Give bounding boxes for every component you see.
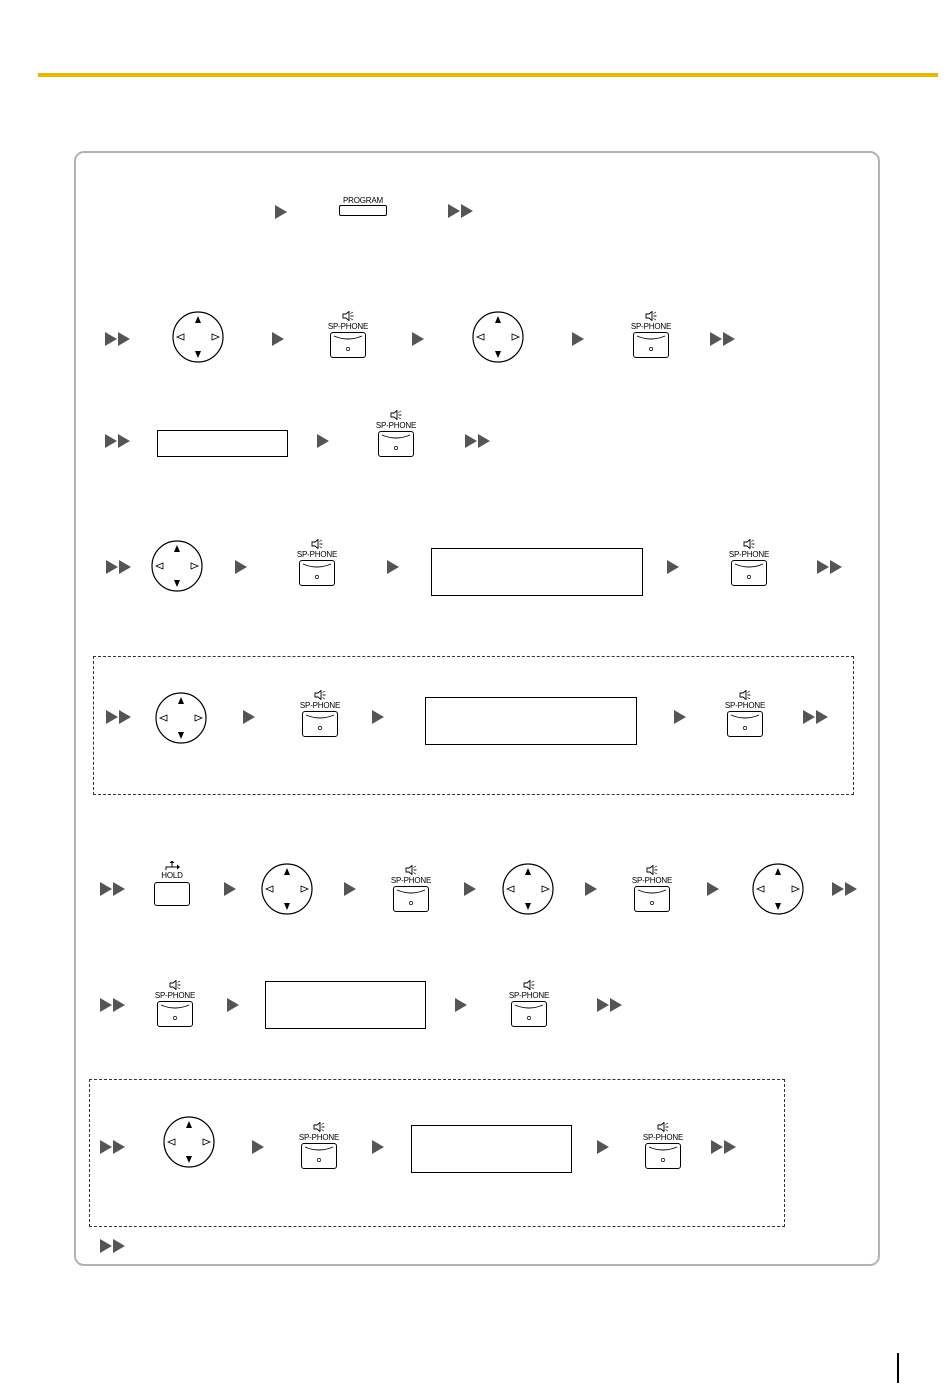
single-triangle-arrow-icon: [386, 559, 400, 575]
single-triangle-arrow-icon: [316, 433, 330, 449]
hold-label: HOLD: [161, 871, 183, 880]
sp-phone-label: SP-PHONE: [728, 550, 770, 559]
single-triangle-arrow-icon: [251, 1139, 265, 1155]
single-triangle-arrow-icon: [584, 881, 598, 897]
transfer-arrow-icon: [164, 861, 180, 871]
sp-phone-label: SP-PHONE: [508, 991, 550, 1000]
speaker-icon: [169, 980, 181, 990]
sp-phone-button[interactable]: [301, 1143, 337, 1169]
single-triangle-arrow-icon: [226, 997, 240, 1013]
sp-phone-label: SP-PHONE: [724, 701, 766, 710]
single-triangle-arrow-icon: [274, 204, 288, 220]
single-triangle-arrow-icon: [454, 997, 468, 1013]
speaker-icon: [645, 311, 657, 321]
page-edge-marker: [897, 1353, 899, 1383]
sp-phone-button[interactable]: [330, 332, 366, 358]
sp-phone-label: SP-PHONE: [296, 550, 338, 559]
sp-phone-button[interactable]: [302, 711, 338, 737]
single-triangle-arrow-icon: [223, 881, 237, 897]
hold-button[interactable]: [154, 882, 190, 906]
sp-phone-button[interactable]: [634, 886, 670, 912]
speaker-icon: [342, 311, 354, 321]
display-entry-box: [411, 1125, 572, 1173]
speaker-icon: [390, 410, 402, 420]
speaker-icon: [739, 690, 751, 700]
single-triangle-arrow-icon: [706, 881, 720, 897]
single-triangle-arrow-icon: [271, 331, 285, 347]
sp-phone-label: SP-PHONE: [375, 421, 417, 430]
double-triangle-arrow-icon: [831, 881, 859, 897]
speaker-icon: [311, 539, 323, 549]
double-triangle-arrow-icon: [709, 331, 737, 347]
single-triangle-arrow-icon: [371, 709, 385, 725]
sp-phone-button[interactable]: [511, 1001, 547, 1027]
sp-phone-label: SP-PHONE: [630, 322, 672, 331]
double-triangle-arrow-icon: [105, 559, 133, 575]
single-triangle-arrow-icon: [463, 881, 477, 897]
sp-phone-label: SP-PHONE: [298, 1133, 340, 1142]
double-triangle-arrow-icon: [99, 881, 127, 897]
sp-phone-button[interactable]: [393, 886, 429, 912]
navigator-key-icon[interactable]: [751, 862, 805, 916]
speaker-icon: [523, 980, 535, 990]
single-triangle-arrow-icon: [596, 1139, 610, 1155]
sp-phone-button[interactable]: [727, 711, 763, 737]
header-rule: [38, 73, 938, 77]
single-triangle-arrow-icon: [571, 331, 585, 347]
sp-phone-button[interactable]: [157, 1001, 193, 1027]
sp-phone-label: SP-PHONE: [642, 1133, 684, 1142]
single-triangle-arrow-icon: [411, 331, 425, 347]
navigator-key-icon[interactable]: [154, 691, 208, 745]
double-triangle-arrow-icon: [802, 709, 830, 725]
speaker-icon: [405, 865, 417, 875]
display-entry-box: [431, 548, 643, 596]
speaker-icon: [646, 865, 658, 875]
single-triangle-arrow-icon: [666, 559, 680, 575]
navigator-key-icon[interactable]: [260, 862, 314, 916]
single-triangle-arrow-icon: [673, 709, 687, 725]
navigator-key-icon[interactable]: [150, 539, 204, 593]
single-triangle-arrow-icon: [343, 881, 357, 897]
sp-phone-button[interactable]: [731, 560, 767, 586]
double-triangle-arrow-icon: [447, 203, 475, 219]
sp-phone-label: SP-PHONE: [327, 322, 369, 331]
double-triangle-arrow-icon: [104, 331, 132, 347]
single-triangle-arrow-icon: [234, 559, 248, 575]
sp-phone-button[interactable]: [645, 1143, 681, 1169]
sp-phone-button[interactable]: [378, 431, 414, 457]
program-label: PROGRAM: [343, 196, 383, 205]
double-triangle-arrow-icon: [99, 1139, 127, 1155]
sp-phone-button[interactable]: [299, 560, 335, 586]
double-triangle-arrow-icon: [99, 1238, 127, 1254]
sp-phone-label: SP-PHONE: [631, 876, 673, 885]
sp-phone-label: SP-PHONE: [299, 701, 341, 710]
single-triangle-arrow-icon: [371, 1139, 385, 1155]
single-triangle-arrow-icon: [242, 709, 256, 725]
double-triangle-arrow-icon: [99, 997, 127, 1013]
sp-phone-label: SP-PHONE: [154, 991, 196, 1000]
double-triangle-arrow-icon: [710, 1139, 738, 1155]
speaker-icon: [743, 539, 755, 549]
display-entry-box: [425, 697, 637, 745]
navigator-key-icon[interactable]: [471, 310, 525, 364]
speaker-icon: [314, 690, 326, 700]
speaker-icon: [313, 1122, 325, 1132]
navigator-key-icon[interactable]: [162, 1115, 216, 1169]
double-triangle-arrow-icon: [816, 559, 844, 575]
double-triangle-arrow-icon: [105, 709, 133, 725]
double-triangle-arrow-icon: [464, 433, 492, 449]
double-triangle-arrow-icon: [104, 433, 132, 449]
speaker-icon: [657, 1122, 669, 1132]
navigator-key-icon[interactable]: [171, 310, 225, 364]
navigator-key-icon[interactable]: [501, 862, 555, 916]
display-entry-box: [157, 430, 288, 457]
display-entry-box: [265, 981, 426, 1029]
double-triangle-arrow-icon: [596, 997, 624, 1013]
sp-phone-button[interactable]: [633, 332, 669, 358]
program-button[interactable]: [339, 205, 387, 216]
sp-phone-label: SP-PHONE: [390, 876, 432, 885]
